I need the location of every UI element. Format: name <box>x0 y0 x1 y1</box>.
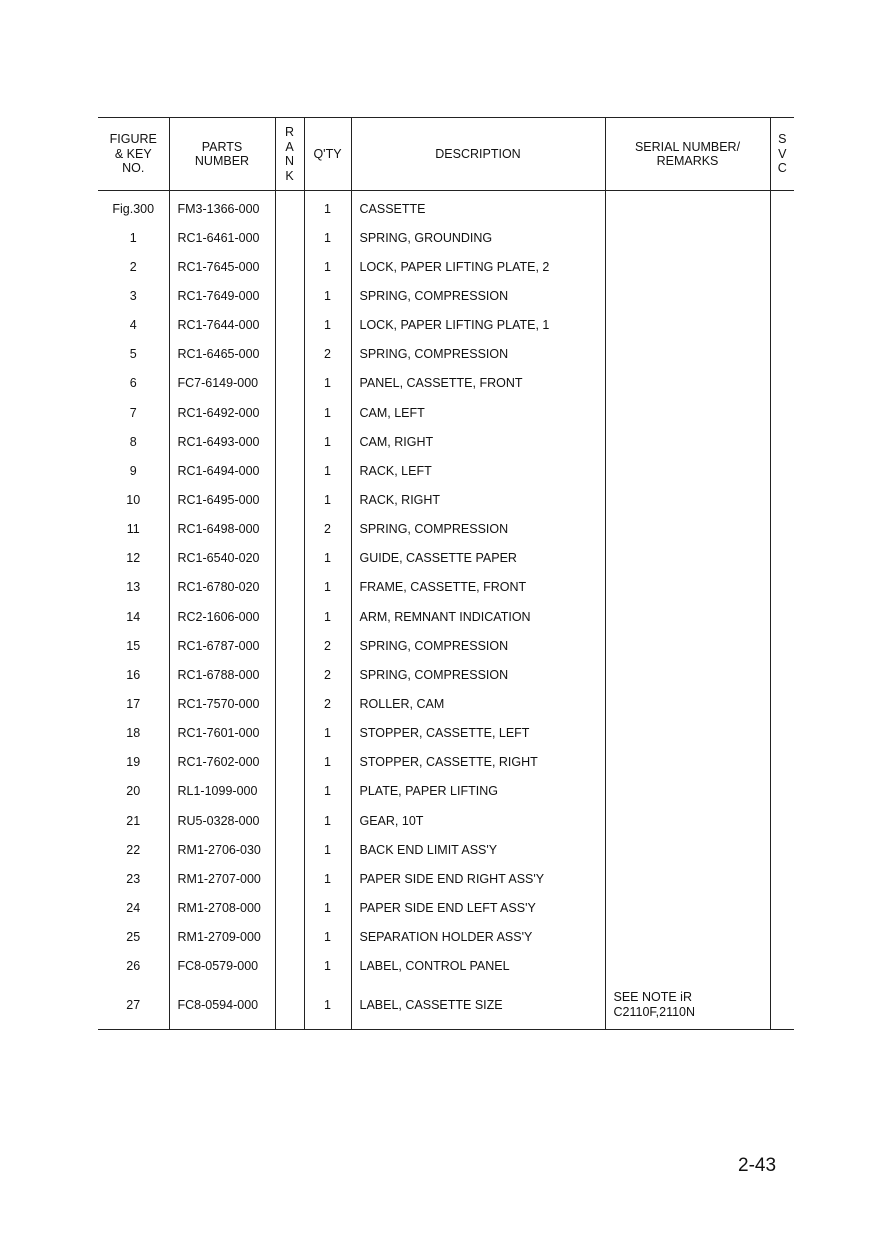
cell-description: GUIDE, CASSETTE PAPER <box>351 544 605 573</box>
cell-key-no: 2 <box>129 259 137 274</box>
cell-qty: 1 <box>304 311 351 340</box>
cell-rank <box>275 340 304 369</box>
cell-description: LOCK, PAPER LIFTING PLATE, 2 <box>351 252 605 281</box>
cell-remarks: SEE NOTE iR C2110F,2110N <box>605 981 770 1030</box>
cell-rank <box>275 456 304 485</box>
cell-qty: 1 <box>304 602 351 631</box>
header-text: NO. <box>122 161 145 176</box>
cell-parts-number: RC2-1606-000 <box>169 602 275 631</box>
page-number: 2-43 <box>738 1155 777 1176</box>
cell-qty: 1 <box>304 864 351 893</box>
cell-remarks <box>605 311 770 340</box>
cell-parts-number: RC1-7602-000 <box>169 748 275 777</box>
header-text: N <box>284 154 295 168</box>
cell-key-no: 7 <box>129 405 137 420</box>
cell-svc <box>770 515 794 544</box>
table-row <box>98 689 794 718</box>
cell-svc <box>770 427 794 456</box>
cell-description: GEAR, 10T <box>351 806 605 835</box>
cell-description: LABEL, CASSETTE SIZE <box>351 981 605 1030</box>
cell-rank <box>275 311 304 340</box>
cell-key-no: 19 <box>126 755 141 770</box>
cell-qty: 1 <box>304 252 351 281</box>
cell-remarks <box>605 923 770 952</box>
cell-rank <box>275 864 304 893</box>
cell-parts-number: RU5-0328-000 <box>169 806 275 835</box>
cell-remarks <box>605 456 770 485</box>
cell-description: PAPER SIDE END LEFT ASS'Y <box>351 893 605 922</box>
cell-rank <box>275 281 304 310</box>
header-svc <box>770 118 794 191</box>
header-text: C <box>777 161 787 176</box>
cell-remarks <box>605 748 770 777</box>
cell-remarks <box>605 340 770 369</box>
cell-svc <box>770 923 794 952</box>
cell-key-no: 25 <box>126 930 141 945</box>
cell-svc <box>770 631 794 660</box>
table-row <box>98 340 794 369</box>
table-row <box>98 660 794 689</box>
cell-key-no: 1 <box>129 230 137 245</box>
cell-rank <box>275 602 304 631</box>
cell-description: FRAME, CASSETTE, FRONT <box>351 573 605 602</box>
cell-key-no: 20 <box>126 784 141 799</box>
cell-remarks <box>605 485 770 514</box>
header-text: REMARKS <box>656 154 719 168</box>
cell-description: SPRING, COMPRESSION <box>351 340 605 369</box>
cell-svc <box>770 281 794 310</box>
cell-qty: 1 <box>304 893 351 922</box>
table-row <box>98 311 794 340</box>
cell-key-no: 21 <box>126 813 141 828</box>
cell-description: RACK, RIGHT <box>351 485 605 514</box>
header-qty: Q'TY <box>304 118 351 191</box>
cell-description: SPRING, GROUNDING <box>351 223 605 252</box>
cell-svc <box>770 981 794 1030</box>
cell-rank <box>275 923 304 952</box>
cell-key-no: 22 <box>126 842 141 857</box>
cell-remarks <box>605 573 770 602</box>
cell-svc <box>770 398 794 427</box>
table-row <box>98 923 794 952</box>
header-text: A <box>285 139 294 154</box>
cell-key-no: 10 <box>126 492 141 507</box>
cell-parts-number: RC1-7645-000 <box>169 252 275 281</box>
cell-parts-number: RC1-7649-000 <box>169 281 275 310</box>
cell-rank <box>275 515 304 544</box>
cell-rank <box>275 777 304 806</box>
cell-rank <box>275 806 304 835</box>
cell-remarks <box>605 369 770 398</box>
cell-rank <box>275 893 304 922</box>
cell-qty: 1 <box>304 427 351 456</box>
cell-qty: 1 <box>304 719 351 748</box>
table-row <box>98 777 794 806</box>
header-text: & KEY <box>114 146 152 161</box>
cell-key-no: 12 <box>126 551 141 566</box>
cell-description: SPRING, COMPRESSION <box>351 660 605 689</box>
table-row <box>98 573 794 602</box>
cell-description: SPRING, COMPRESSION <box>351 631 605 660</box>
cell-key-no: 16 <box>126 667 141 682</box>
table-row <box>98 602 794 631</box>
table-row <box>98 952 794 981</box>
cell-svc <box>770 191 794 224</box>
cell-description: LABEL, CONTROL PANEL <box>351 952 605 981</box>
cell-remarks <box>605 864 770 893</box>
cell-parts-number: RM1-2709-000 <box>169 923 275 952</box>
cell-description: STOPPER, CASSETTE, RIGHT <box>351 748 605 777</box>
cell-key-no: 14 <box>126 609 141 624</box>
cell-remarks <box>605 835 770 864</box>
cell-qty: 2 <box>304 689 351 718</box>
table-row <box>98 281 794 310</box>
header-text: V <box>778 146 787 161</box>
cell-rank <box>275 369 304 398</box>
cell-remarks <box>605 719 770 748</box>
cell-parts-number: RC1-6787-000 <box>169 631 275 660</box>
cell-svc <box>770 252 794 281</box>
cell-key-no: 15 <box>126 638 141 653</box>
table-row <box>98 252 794 281</box>
cell-rank <box>275 485 304 514</box>
cell-rank <box>275 223 304 252</box>
cell-parts-number: RC1-6492-000 <box>169 398 275 427</box>
header-text: K <box>285 168 294 183</box>
table-row <box>98 398 794 427</box>
table-row <box>98 223 794 252</box>
table-row <box>98 893 794 922</box>
cell-remarks <box>605 515 770 544</box>
cell-parts-number: RC1-6495-000 <box>169 485 275 514</box>
cell-qty: 1 <box>304 223 351 252</box>
cell-remarks <box>605 252 770 281</box>
cell-rank <box>275 689 304 718</box>
cell-qty: 2 <box>304 515 351 544</box>
cell-description: STOPPER, CASSETTE, LEFT <box>351 719 605 748</box>
cell-remarks <box>605 427 770 456</box>
cell-qty: 1 <box>304 369 351 398</box>
cell-remarks <box>605 398 770 427</box>
header-rank <box>275 118 304 191</box>
cell-key-no: 9 <box>129 463 137 478</box>
cell-parts-number: RL1-1099-000 <box>169 777 275 806</box>
cell-key-no: 17 <box>126 696 141 711</box>
cell-parts-number: RC1-7570-000 <box>169 689 275 718</box>
parts-table-body <box>98 191 794 1030</box>
cell-description: SPRING, COMPRESSION <box>351 515 605 544</box>
table-row <box>98 544 794 573</box>
cell-parts-number: RC1-7601-000 <box>169 719 275 748</box>
cell-key-no: 6 <box>129 376 137 391</box>
cell-key-no: 5 <box>129 347 137 362</box>
cell-svc <box>770 806 794 835</box>
cell-description: RACK, LEFT <box>351 456 605 485</box>
cell-rank <box>275 427 304 456</box>
cell-parts-number: RC1-6788-000 <box>169 660 275 689</box>
cell-qty: 1 <box>304 981 351 1030</box>
cell-qty: 1 <box>304 573 351 602</box>
cell-svc <box>770 544 794 573</box>
cell-rank <box>275 660 304 689</box>
cell-qty: 1 <box>304 398 351 427</box>
cell-rank <box>275 981 304 1030</box>
parts-list-table <box>98 117 794 1030</box>
cell-svc <box>770 573 794 602</box>
cell-svc <box>770 660 794 689</box>
table-row <box>98 485 794 514</box>
cell-qty: 1 <box>304 777 351 806</box>
cell-rank <box>275 952 304 981</box>
cell-rank <box>275 748 304 777</box>
cell-rank <box>275 573 304 602</box>
cell-parts-number: RC1-6494-000 <box>169 456 275 485</box>
cell-qty: 2 <box>304 340 351 369</box>
table-row <box>98 981 794 1030</box>
table-row <box>98 631 794 660</box>
cell-qty: 1 <box>304 923 351 952</box>
table-row <box>98 369 794 398</box>
cell-description: BACK END LIMIT ASS'Y <box>351 835 605 864</box>
cell-key-no: 24 <box>126 900 141 915</box>
cell-parts-number: RC1-6498-000 <box>169 515 275 544</box>
cell-qty: 2 <box>304 660 351 689</box>
cell-svc <box>770 835 794 864</box>
cell-rank <box>275 544 304 573</box>
cell-remarks <box>605 952 770 981</box>
cell-rank <box>275 191 304 224</box>
cell-svc <box>770 340 794 369</box>
table-row <box>98 191 794 224</box>
cell-description: ROLLER, CAM <box>351 689 605 718</box>
table-row <box>98 864 794 893</box>
cell-description: SEPARATION HOLDER ASS'Y <box>351 923 605 952</box>
cell-svc <box>770 719 794 748</box>
cell-qty: 1 <box>304 191 351 224</box>
cell-description: CAM, RIGHT <box>351 427 605 456</box>
cell-qty: 2 <box>304 631 351 660</box>
cell-remarks <box>605 631 770 660</box>
table-row <box>98 719 794 748</box>
cell-description: CAM, LEFT <box>351 398 605 427</box>
cell-svc <box>770 952 794 981</box>
table-header-row <box>98 118 794 191</box>
cell-parts-number: RC1-6780-020 <box>169 573 275 602</box>
cell-rank <box>275 252 304 281</box>
cell-svc <box>770 456 794 485</box>
table-row <box>98 835 794 864</box>
cell-remarks <box>605 281 770 310</box>
cell-remarks <box>605 191 770 224</box>
cell-qty: 1 <box>304 281 351 310</box>
cell-parts-number: RC1-6540-020 <box>169 544 275 573</box>
cell-parts-number: FC8-0594-000 <box>169 981 275 1030</box>
cell-remarks <box>605 777 770 806</box>
cell-remarks <box>605 660 770 689</box>
cell-svc <box>770 864 794 893</box>
cell-svc <box>770 689 794 718</box>
cell-qty: 1 <box>304 485 351 514</box>
cell-description: LOCK, PAPER LIFTING PLATE, 1 <box>351 311 605 340</box>
cell-parts-number: RC1-7644-000 <box>169 311 275 340</box>
header-text: SERIAL NUMBER/ <box>634 139 741 154</box>
cell-key-no: 26 <box>126 959 141 974</box>
header-serial-remarks <box>605 118 770 191</box>
cell-qty: 1 <box>304 748 351 777</box>
cell-parts-number: FC7-6149-000 <box>169 369 275 398</box>
cell-parts-number: RM1-2707-000 <box>169 864 275 893</box>
cell-key-no: 27 <box>98 981 169 1030</box>
cell-remarks <box>605 602 770 631</box>
cell-qty: 1 <box>304 456 351 485</box>
cell-description: PLATE, PAPER LIFTING <box>351 777 605 806</box>
header-text: PARTS <box>201 139 243 154</box>
cell-key-no: 11 <box>126 522 140 537</box>
header-parts-number <box>169 118 275 191</box>
table-row <box>98 748 794 777</box>
header-text: NUMBER <box>194 154 250 168</box>
cell-key-no: 8 <box>129 434 137 449</box>
cell-description: PAPER SIDE END RIGHT ASS'Y <box>351 864 605 893</box>
cell-svc <box>770 311 794 340</box>
table-row <box>98 806 794 835</box>
cell-description: PANEL, CASSETTE, FRONT <box>351 369 605 398</box>
header-figure-key-no <box>98 118 169 191</box>
header-description: DESCRIPTION <box>351 118 605 191</box>
cell-svc <box>770 602 794 631</box>
cell-rank <box>275 398 304 427</box>
table-row <box>98 456 794 485</box>
cell-svc <box>770 893 794 922</box>
cell-description: SPRING, COMPRESSION <box>351 281 605 310</box>
cell-key-no: 3 <box>129 288 137 303</box>
cell-parts-number: RC1-6465-000 <box>169 340 275 369</box>
cell-svc <box>770 777 794 806</box>
cell-description: CASSETTE <box>351 191 605 224</box>
cell-parts-number: RC1-6493-000 <box>169 427 275 456</box>
cell-remarks <box>605 893 770 922</box>
header-text: S <box>778 132 787 147</box>
cell-parts-number: RM1-2706-030 <box>169 835 275 864</box>
cell-key-no: 13 <box>126 580 141 595</box>
cell-description: ARM, REMNANT INDICATION <box>351 602 605 631</box>
cell-key-no: 18 <box>126 726 141 741</box>
cell-key-no: Fig.300 <box>112 201 155 216</box>
cell-remarks <box>605 689 770 718</box>
cell-qty: 1 <box>304 806 351 835</box>
cell-parts-number: RM1-2708-000 <box>169 893 275 922</box>
cell-parts-number: FC8-0579-000 <box>169 952 275 981</box>
cell-remarks <box>605 806 770 835</box>
cell-svc <box>770 223 794 252</box>
cell-remarks <box>605 544 770 573</box>
cell-key-no: 23 <box>126 871 141 886</box>
cell-parts-number: FM3-1366-000 <box>169 191 275 224</box>
cell-svc <box>770 748 794 777</box>
cell-rank <box>275 719 304 748</box>
cell-svc <box>770 369 794 398</box>
table-row <box>98 427 794 456</box>
table-row <box>98 515 794 544</box>
cell-qty: 1 <box>304 544 351 573</box>
cell-remarks <box>605 223 770 252</box>
cell-rank <box>275 835 304 864</box>
cell-qty: 1 <box>304 952 351 981</box>
cell-qty: 1 <box>304 835 351 864</box>
header-text: R <box>284 125 295 139</box>
cell-svc <box>770 485 794 514</box>
header-text: FIGURE <box>109 132 157 147</box>
cell-key-no: 4 <box>129 318 137 333</box>
cell-rank <box>275 631 304 660</box>
cell-parts-number: RC1-6461-000 <box>169 223 275 252</box>
